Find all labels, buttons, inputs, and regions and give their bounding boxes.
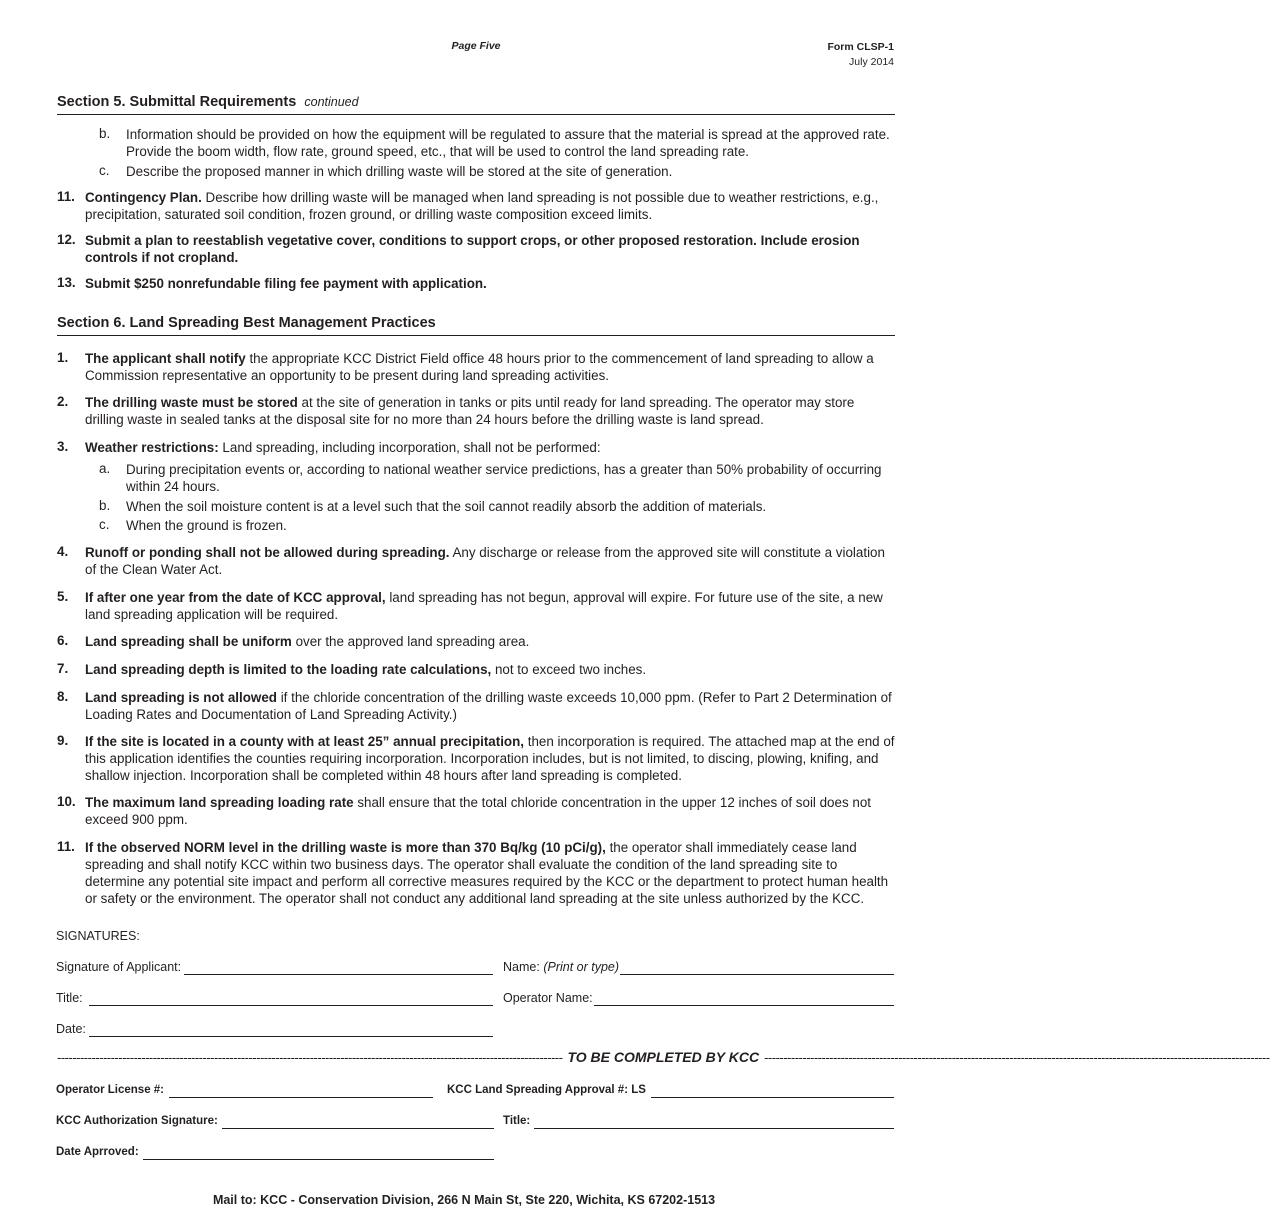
item-bold-text: The maximum land spreading loading rate: [85, 795, 354, 810]
sub-item-letter: c.: [99, 517, 110, 532]
item-bold-text: The drilling waste must be stored: [85, 395, 298, 410]
item-bold-text: Land spreading depth is limited to the loading rate calculations,: [85, 662, 492, 677]
item-number: 11.: [57, 189, 75, 204]
sub-item-letter: b.: [99, 498, 111, 513]
item-bold-text: If the site is located in a county with at least 25” annual precipitation,: [85, 734, 525, 749]
item-body-text: not to exceed two inches.: [491, 662, 647, 677]
item-number: 2.: [57, 394, 69, 409]
applicant-signature-label: Signature of Applicant:: [56, 960, 182, 974]
name-hint: (Print or type): [543, 960, 620, 974]
operator-name-label: Operator Name:: [503, 991, 593, 1005]
divider-dashes: ------------------------------------------------------------------------------------------------------------------------------------: [764, 1049, 1270, 1065]
form-identifier: [827, 40, 894, 70]
item-body-text: Describe how drilling waste will be managed when land spreading is not possible due to weather restrictions, e.g., precipitation, saturated soil condition, frozen ground, or drilling waste composition exceed limits.: [85, 190, 879, 222]
section-6-title: Section 6. Land Spreading Best Management Practices: [57, 315, 895, 336]
item-body-text: over the approved land spreading area.: [291, 634, 530, 649]
applicant-signature-field[interactable]: [184, 974, 493, 975]
item-number: 7.: [57, 661, 69, 676]
item-body-text: if the chloride concentration of the drilling waste exceeds 10,000 ppm. (Refer to Part 2 Determination of Loading Rates and Documentation of Land Spreading Activity.): [85, 690, 892, 722]
date-field[interactable]: [89, 1036, 493, 1037]
sub-item-text: When the soil moisture content is at a level such that the soil cannot readily absorb the addition of materials.: [126, 499, 767, 514]
date-label: Date:: [56, 1022, 86, 1036]
item-body-text: then incorporation is required. The attached map at the end of this application identifies the counties requiring incorporation. Incorporation includes, but is not limited, to discing, plowing, knifing, and shallow injection. Incorporation shall be completed within 48 hours after land spreading is completed.: [85, 734, 895, 783]
signatures-heading: SIGNATURES:: [56, 929, 140, 943]
item-number: 4.: [57, 544, 69, 559]
item-body-text: the operator shall immediately cease land spreading and shall notify KCC within two business days. The operator shall evaluate the condition of the land spreading site to determine any potential site impact and perform all corrective measures required by the KCC or the department to protect human health or safety or the environment. The operator shall not conduct any additional land spreading at the site unless authorized by the KCC.: [85, 840, 889, 906]
operator-license-field[interactable]: [169, 1097, 433, 1098]
title-label: Title:: [56, 991, 83, 1005]
operator-name-field[interactable]: [594, 1005, 894, 1006]
date-approved-label: Date Aprroved:: [56, 1146, 139, 1158]
item-body-text: at the site of generation in tanks or pits until ready for land spreading. The operator may store drilling waste in sealed tanks at the disposal site for no more than 24 hours before the drilling waste is land spread.: [85, 395, 855, 427]
sub-item-text: Information should be provided on how the equipment will be regulated to assure that the material is spread at the approved rate. Provide the boom width, flow rate, ground speed, etc., that will be used to control the land spreading rate.: [126, 127, 890, 159]
item-text: [85, 439, 896, 456]
item-body-text: shall ensure that the total chloride concentration in the upper 12 inches of soil does not exceed 900 ppm.: [85, 795, 871, 827]
item-body-text: Any discharge or release from the approved site will constitute a violation of the Clean Water Act.: [85, 545, 885, 577]
item-body-text: Land spreading, including incorporation, shall not be performed:: [218, 440, 601, 455]
item-bold-text: If after one year from the date of KCC approval,: [85, 590, 386, 605]
name-label: [503, 960, 619, 974]
sub-item-letter: c.: [99, 163, 110, 178]
approval-number-field[interactable]: [651, 1097, 894, 1098]
page-number: Page Five: [451, 40, 501, 52]
item-number: 9.: [57, 733, 69, 748]
item-text: [85, 661, 896, 678]
operator-license-label: Operator License #:: [56, 1084, 165, 1096]
kcc-banner: TO BE COMPLETED BY KCC: [567, 1049, 760, 1065]
item-text: [85, 544, 896, 578]
section-5-continued: continued: [304, 95, 359, 109]
item-number: 11.: [57, 839, 75, 854]
item-number: 3.: [57, 439, 69, 454]
item-bold-text: Land spreading shall be uniform: [85, 634, 292, 649]
sub-item-text: Describe the proposed manner in which drilling waste will be stored at the site of generation.: [126, 164, 673, 179]
name-field[interactable]: [620, 974, 894, 975]
date-approved-field[interactable]: [143, 1159, 494, 1160]
item-bold-text: Weather restrictions:: [85, 440, 219, 455]
name-label-text: Name:: [503, 960, 540, 974]
kcc-authorization-signature-label: KCC Authorization Signature:: [56, 1115, 218, 1127]
item-number: 1.: [57, 350, 69, 365]
item-bold-text: Land spreading is not allowed: [85, 690, 277, 705]
item-number: 8.: [57, 689, 69, 704]
item-text: [85, 394, 896, 428]
item-text: [85, 633, 896, 650]
item-body-text: land spreading has not begun, approval will expire. For future use of the site, a new land spreading application will be required.: [85, 590, 883, 622]
sub-item-letter: b.: [99, 126, 111, 141]
sub-item-text: During precipitation events or, according to national weather service predictions, has a greater than 50% probability of occurring within 24 hours.: [126, 462, 882, 494]
item-text: [85, 589, 896, 623]
sub-item-text: When the ground is frozen.: [126, 518, 287, 533]
section-5-title-text: Section 5. Submittal Requirements: [57, 94, 297, 110]
mailing-address: Mail to: KCC - Conservation Division, 266 N Main St, Ste 220, Wichita, KS 67202-1513: [212, 1193, 716, 1207]
item-bold-text: If the observed NORM level in the drilling waste is more than 370 Bq/kg (10 pCi/g),: [85, 840, 606, 855]
item-text: [85, 232, 896, 266]
item-number: 10.: [57, 794, 76, 809]
item-text: [85, 689, 896, 723]
approval-number-label: KCC Land Spreading Approval #: LS: [447, 1084, 646, 1096]
kcc-authorization-signature-field[interactable]: [222, 1128, 494, 1129]
kcc-title-label: Title:: [503, 1115, 531, 1127]
item-bold-text: Submit a plan to reestablish vegetative cover, conditions to support crops, or other proposed restoration. Include erosion controls if not cropland.: [85, 233, 860, 265]
item-number: 6.: [57, 633, 69, 648]
section-5-title: [57, 94, 895, 115]
item-body-text: the appropriate KCC District Field office 48 hours prior to the commencement of land spreading to allow a Commission representative an opportunity to be present during land spreading activities.: [85, 351, 874, 383]
item-text: [85, 189, 896, 223]
item-text: [85, 275, 896, 292]
item-number: 13.: [57, 275, 76, 290]
item-number: 12.: [57, 232, 76, 247]
item-bold-text: Submit $250 nonrefundable filing fee payment with application.: [85, 276, 487, 291]
form-name: Form CLSP-1: [827, 41, 894, 53]
divider-dashes: ------------------------------------------------------------------------------------------------------------------------------------: [57, 1049, 563, 1065]
item-bold-text: The applicant shall notify: [85, 351, 246, 366]
item-text: [85, 733, 896, 784]
item-text: [85, 350, 896, 384]
sub-item-letter: a.: [99, 461, 111, 476]
form-date: July 2014: [849, 56, 894, 68]
item-text: [85, 794, 896, 828]
kcc-section-divider: [57, 1049, 1270, 1065]
item-number: 5.: [57, 589, 69, 604]
item-text: [85, 839, 896, 907]
item-bold-text: Contingency Plan.: [85, 190, 202, 205]
title-field[interactable]: [89, 1005, 493, 1006]
kcc-title-field[interactable]: [534, 1128, 894, 1129]
item-bold-text: Runoff or ponding shall not be allowed during spreading.: [85, 545, 450, 560]
